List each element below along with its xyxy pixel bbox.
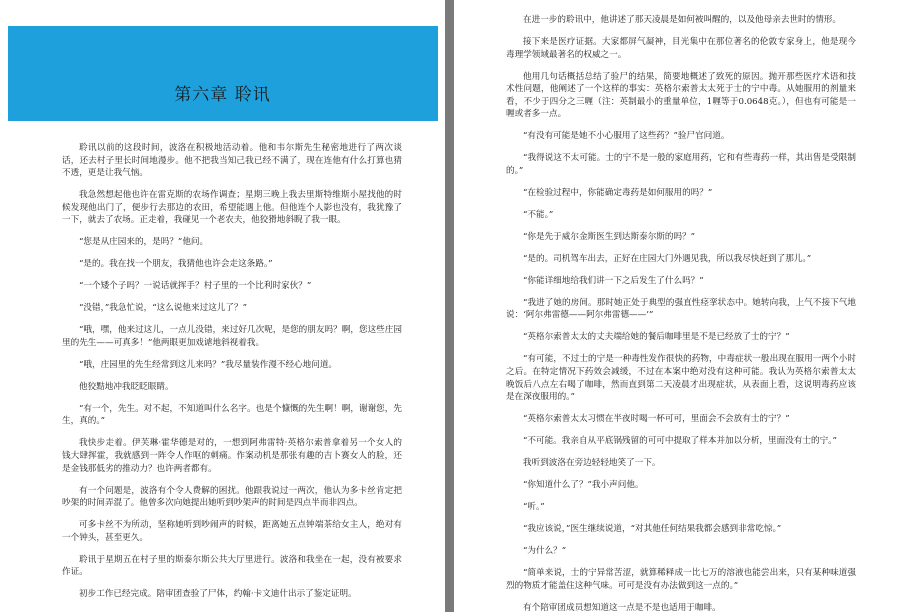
paragraph: “哦，庄园里的先生经常到这儿来吗？”我尽量装作漫不经心地问道。 <box>79 359 338 370</box>
paragraph: “我得说这不太可能。士的宁不是一般的家庭用药，它和有些毒药一样，其出售是受限制的。” <box>506 153 856 176</box>
left-page <box>0 0 445 612</box>
paragraph: “我进了她的房间。那时她正处于典型的强直性痉挛状态中。她转向我，上气不接下气地说：‘阿尔弗雷德——阿尔弗雷德——’” <box>506 297 856 321</box>
paragraph: 初步工作已经完成。陪审团查验了尸体，约翰·卡文迪什出示了鉴定证明。 <box>79 589 357 600</box>
paragraph: “英格尔索普太太习惯在半夜时喝一杯可可，里面会不会放有士的宁？” <box>523 414 790 425</box>
paragraph: “您是从庄园来的，是吗？”他问。 <box>79 237 209 248</box>
paragraph: “不可能。我亲自从平底锅残留的可可中提取了样本并加以分析，里面没有士的宁。” <box>523 436 837 447</box>
paragraph: “你是先于威尔金斯医生到达斯泰尔斯的吗？” <box>523 231 696 242</box>
paragraph: 可多卡丝不为所动，坚称她听到吵闹声的时候，距离她五点钟端茶给女主人，绝对有一个钟头，甚至更久。 <box>62 520 402 543</box>
chapter-title: 第六章 聆讯 <box>174 85 271 105</box>
paragraph: “我应该说，”医生继续说道，“对其他任何结果我都会感到非常吃惊。” <box>523 524 782 535</box>
paragraph: “有没有可能是她不小心服用了这些药？”验尸官问道。 <box>523 131 730 142</box>
paragraph: “英格尔索普太太的丈夫端给她的餐后咖啡里是不是已经放了士的宁？” <box>523 332 790 343</box>
paragraph: “不能。” <box>523 209 554 220</box>
right-body <box>506 14 856 612</box>
paragraph: 我急然想起他也许在雷克斯的农场作调查；星期三晚上我去里斯特维斯小屋找他的时候发现他出门了，便步行去那边的农田，希望能遇上他。但他连个人影也没有，我犹豫了一下，就去了农场。正走着，我碰见一个老农夫，他狡猾地斜睨了我一眼。 <box>62 190 402 226</box>
paragraph: 接下来是医疗证据。大家都屏气凝神，目光集中在那位著名的伦敦专家身上，他是现今毒理学领域最著名的权威之一。 <box>506 36 856 60</box>
paragraph: 有个陪审团成员想知道这一点是不是也适用于咖啡。 <box>523 602 721 612</box>
chapter-banner <box>8 26 438 121</box>
paragraph: “是的。司机驾车出去，正好在庄园大门外遇见我，所以我尽快赶到了那儿。” <box>523 253 812 264</box>
paragraph: 他用几句话概括总结了验尸的结果，简要地概述了致死的原因。抛开那些医疗术语和技术性问题，他阐述了一个这样的事实：英格尔索普太太死于士的宁中毒。从她服用的剂量来看，不少于四分之三喱（注：英制最小的重量单位，1喱等于0.0648克。），但也有可能是一喱或者多一点。 <box>506 71 856 120</box>
paragraph: “简单来说，士的宁异常苦涩，就算稀释成一比七万的溶液也能尝出来，只有某种味道强烈的物质才能盖住这种气味。可可是没有办法做到这一点的。” <box>506 568 856 591</box>
paragraph: “你能详细地给我们讲一下之后发生了什么吗？” <box>523 275 704 286</box>
paragraph: “一个矮个子吗？一说话就挥手？村子里的一个比利时家伙？” <box>79 281 312 292</box>
paragraph: “为什么？” <box>523 546 567 557</box>
paragraph: “是的。我在找一个朋友，我猜他也许会走这条路。” <box>79 259 273 270</box>
paragraph: “没错，”我急忙说，“这么说他来过这儿了？” <box>79 303 247 314</box>
paragraph: 他狡黠地冲我眨眨眼睛。 <box>79 381 174 392</box>
paragraph: “你知道什么了？”我小声问他。 <box>523 480 644 491</box>
paragraph: “在检验过程中，你能确定毒药是如何服用的吗？” <box>523 187 713 198</box>
paragraph: “听。” <box>523 502 545 513</box>
paragraph: 有一个问题是，波洛有个令人费解的困扰。他跟我说过一两次，他认为多卡丝肯定把吵架的时间弄混了。他曾多次向她提出她听到吵架声的时间是四点半而非四点。 <box>62 485 402 509</box>
paragraph: 我快步走着。伊芙琳·霍华德是对的，一想到阿弗雷特·英格尔索普拿着另一个女人的钱大肆挥霍，我就感到一阵令人作呕的刺痛。作案动机是那张有趣的吉卜赛女人的脸，还是金钱那低劣的推动力？也许两者都有。 <box>62 438 402 474</box>
page-divider <box>445 0 454 612</box>
paragraph: “哦，嘿，他来过这儿，一点儿没错，来过好几次呢，是您的朋友吗？啊，您这些庄园里的先生——可真多！”他两眼更加戏谑地斜视着我。 <box>62 325 402 348</box>
left-body <box>62 142 402 610</box>
right-page <box>454 0 899 612</box>
paragraph: 在进一步的聆讯中，他讲述了那天凌晨是如何被叫醒的，以及他母亲去世时的情形。 <box>523 15 841 25</box>
paragraph: “有一个，先生。对不起，不知道叫什么名字。也是个慷慨的先生啊！啊，谢谢您，先生，真的。” <box>62 403 402 427</box>
paragraph: 聆讯以前的这段时间，波洛在积极地活动着。他和韦尔斯先生秘密地进行了两次谈话，还去村子里长时间地漫步。他不把我当知己我已经不满了，现在连他有什么打算也猜不透，更是让我气恼。 <box>62 143 402 179</box>
paragraph: 聆讯于星期五在村子里的斯泰尔斯公共大厅里进行。波洛和我坐在一起，没有被要求作证。 <box>62 554 402 578</box>
paragraph: 我听到波洛在旁边轻轻地笑了一下。 <box>523 458 661 469</box>
paragraph: “有可能，不过士的宁是一种毒性发作很快的药物，中毒症状一般出现在服用一两个小时之后。在特定情况下药效会减缓，不过在本案中绝对没有这种可能。我认为英格尔索普太太晚饭后八点左右喝了咖啡，然而直到第二天凌晨才出现症状，从表面上看，这说明毒药应该是在深夜服用的。” <box>506 354 856 403</box>
